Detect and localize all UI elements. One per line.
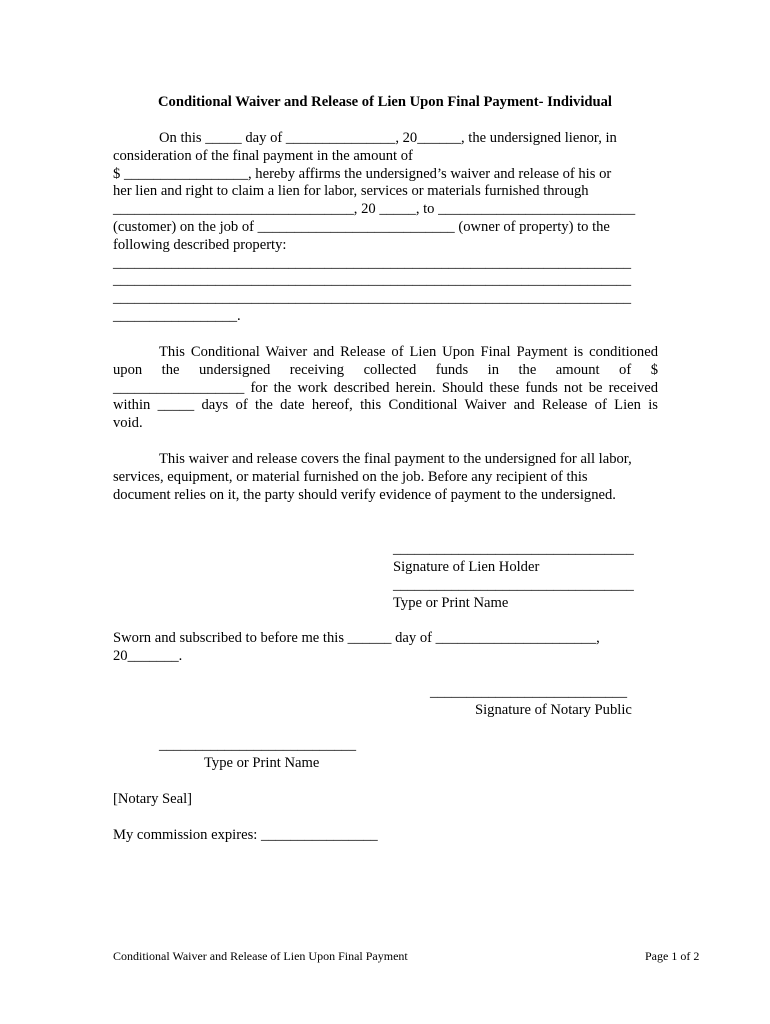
footer-document-name: Conditional Waiver and Release of Lien Upon Final Payment [113,949,408,963]
sworn-statement: Sworn and subscribed to before me this ______ day of ______________________, [113,630,600,646]
paragraph-line: void. [113,415,143,432]
lien-holder-name-label: Type or Print Name [393,595,509,611]
paragraph-line: This waiver and release covers the final payment to the undersigned for all labor, [159,451,632,467]
paragraph-line: __________________ for the work described herein. Should these funds not be received [113,379,658,396]
notary-name-line: ___________________________ [159,737,357,753]
paragraph-line: (customer) on the job of ___________________________ (owner of property) to the [113,218,610,235]
paragraph-line: This Conditional Waiver and Release of Lien Upon Final Payment is conditioned [159,344,658,360]
paragraph-line: upon the undersigned receiving collected funds in the amount of $ [113,361,658,378]
paragraph-line: document relies on it, the party should verify evidence of payment to the undersigned. [113,486,616,503]
paragraph-line: services, equipment, or material furnished on the job. Before any recipient of this [113,468,588,485]
property-description-line: _______________________________________________________________________ [113,254,632,271]
sworn-year: 20_______. [113,648,183,664]
paragraph-lienor-affirmation [113,130,658,326]
paragraph-line: On this _____ day of _______________, 20______, the undersigned lienor, in [159,130,617,146]
paragraph-line: following described property: [113,236,287,253]
paragraph-coverage [113,451,658,504]
property-description-line: _______________________________________________________________________ [113,290,632,307]
notary-name-label: Type or Print Name [204,755,320,771]
commission-expiry: My commission expires: ________________ [113,827,378,843]
property-description-line: _________________. [113,307,241,324]
paragraph-line: her lien and right to claim a lien for labor, services or materials furnished through [113,183,589,200]
notary-signature-line: ___________________________ [430,684,628,700]
footer-page-number: Page 1 of 2 [645,949,700,963]
property-description-line: _______________________________________________________________________ [113,272,632,289]
paragraph-line: $ _________________, hereby affirms the undersigned’s waiver and release of his or [113,165,612,182]
paragraph-condition [113,344,658,433]
document-title: Conditional Waiver and Release of Lien Upon Final Payment- Individual [158,94,612,110]
paragraph-line: _________________________________, 20 _____, to ___________________________ [113,201,636,218]
lien-holder-signature-label: Signature of Lien Holder [393,559,540,575]
paragraph-line: consideration of the final payment in the amount of [113,147,413,164]
notary-signature-label: Signature of Notary Public [475,702,632,718]
notary-seal-placeholder: [Notary Seal] [113,791,193,807]
lien-holder-name-line: _________________________________ [393,577,634,593]
paragraph-line: within _____ days of the date hereof, this Conditional Waiver and Release of Lien is [113,397,658,414]
lien-holder-signature-line: _________________________________ [393,541,634,557]
